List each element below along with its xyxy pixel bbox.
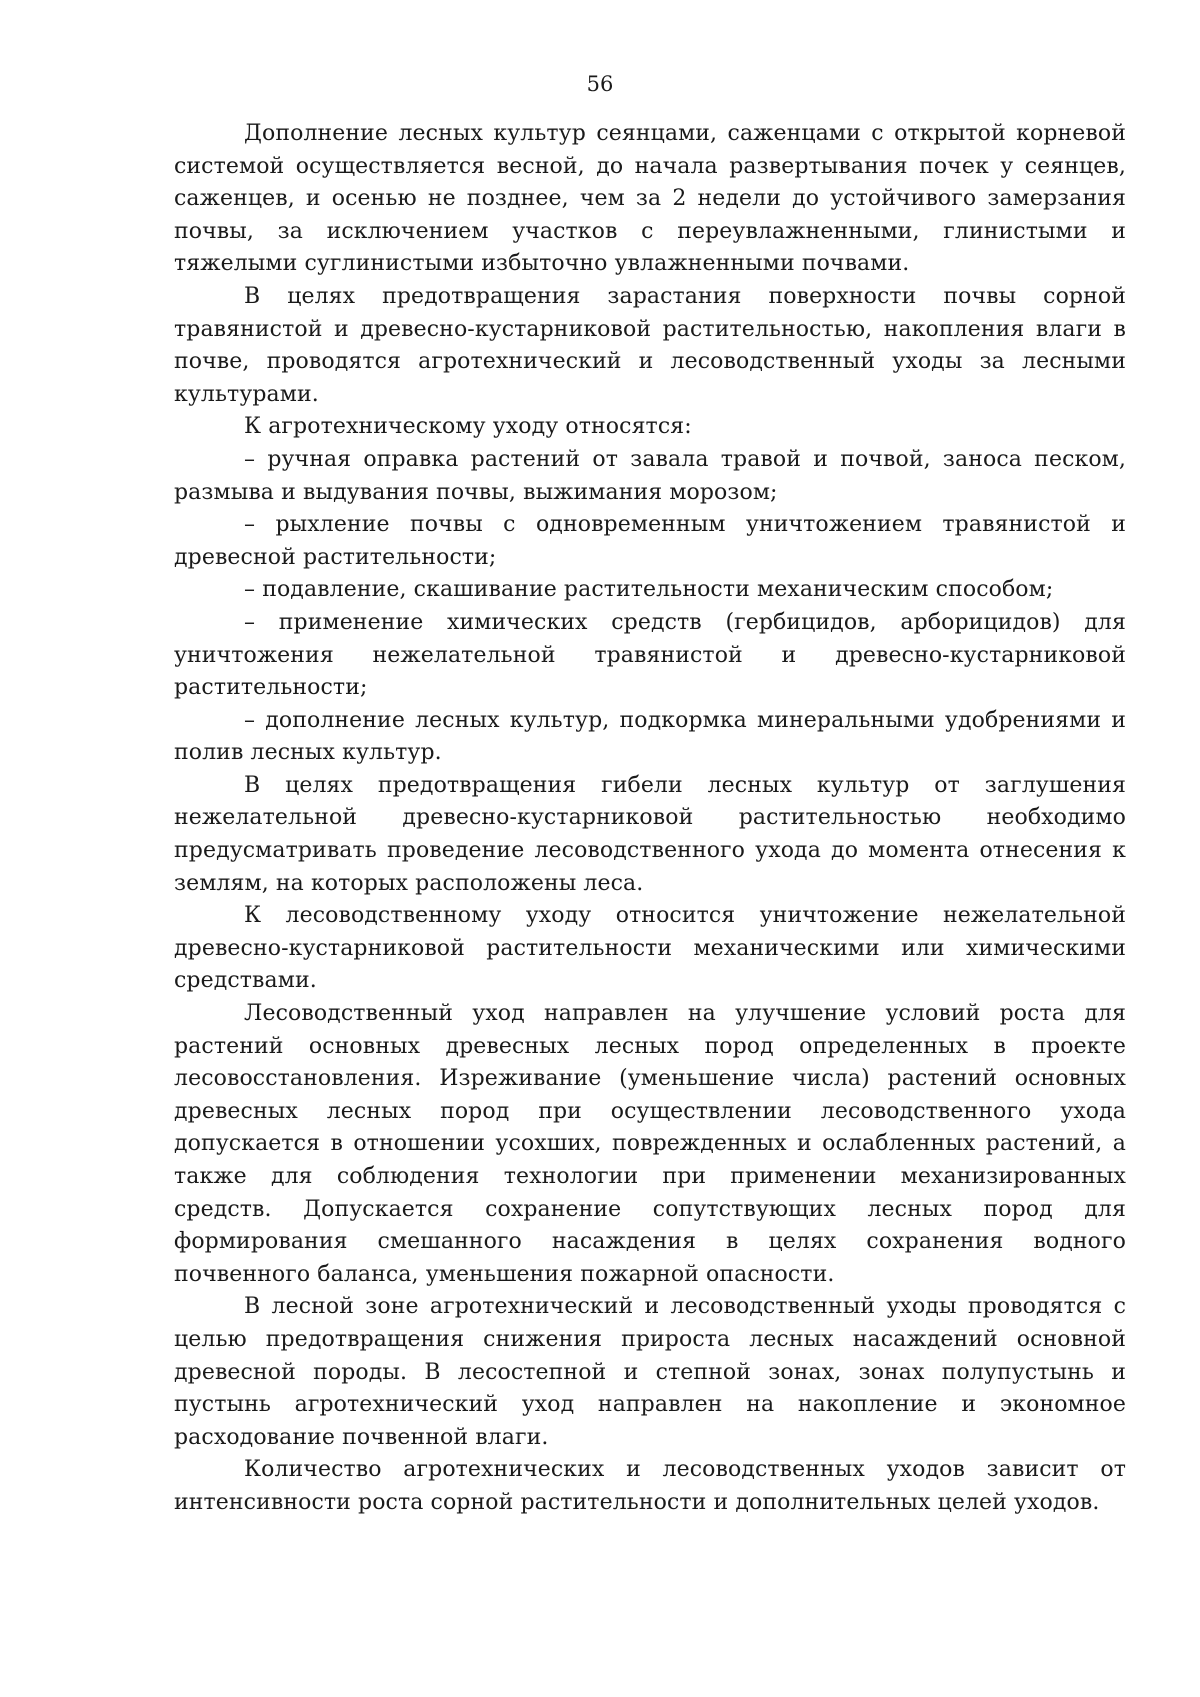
list-item-supplement-fertilize-water: – дополнение лесных культур, подкормка минеральными удобрениями и полив лесных культур. — [174, 707, 1126, 766]
paragraph-care-count: Количество агротехнических и лесоводственных уходов зависит от интенсивности роста сорной растительности и дополнительных целей уходов. — [174, 1457, 1126, 1515]
paragraph-silvicultural-purpose: Лесоводственный уход направлен на улучшение условий роста для растений основных древесных лесных пород определенных в проекте лесовосстановления. Изреживание (уменьшение числа) растений основных древесных лесных пород при осуществлении лесоводственного ухода допускается в отношении усохших, поврежденных и ослабленных растений, а также для соблюдения технологии при применении механизированных средств. Допускается сохранение сопутствующих лесных пород для формирования смешанного насаждения в целях сохранения водного почвенного баланса, уменьшения пожарной опасности. — [174, 1001, 1126, 1287]
paragraph-zones: В лесной зоне агротехнический и лесоводственный уходы проводятся с целью предотвращения снижения прироста лесных насаждений основной древесной породы. В лесостепной и степной зонах, зонах полупустынь и пустынь агротехнический уход направлен на накопление и экономное расходование почвенной влаги. — [174, 1294, 1126, 1450]
paragraph-agrotechnical-intro: К агротехническому уходу относятся: — [244, 414, 692, 440]
list-item-mechanical-mowing: – подавление, скашивание растительности механическим способом; — [244, 577, 1054, 603]
document-body — [174, 118, 1126, 1520]
paragraph-planting-supplement: Дополнение лесных культур сеянцами, саженцами с открытой корневой системой осуществляется весной, до начала развертывания почек у сеянцев, саженцев, и осенью не позднее, чем за 2 недели до устойчивого замерзания почвы, за исключением участков с переувлажненными, глинистыми и тяжелыми суглинистыми избыточно увлажненными почвами. — [174, 121, 1126, 277]
paragraph-silvicultural-definition: К лесоводственному уходу относится уничтожение нежелательной древесно-кустарниковой растительности механическими или химическими средствами. — [174, 903, 1126, 994]
page-number: 56 — [586, 72, 614, 96]
list-item-soil-loosening: – рыхление почвы с одновременным уничтожением травянистой и древесной растительности; — [174, 512, 1126, 570]
list-item-manual-straightening: – ручная оправка растений от завала травой и почвой, заноса песком, размыва и выдувания почвы, выжимания морозом; — [174, 446, 1126, 505]
paragraph-prevent-suppression: В целях предотвращения гибели лесных культур от заглушения нежелательной древесно-кустарниковой растительностью необходимо предусматривать проведение лесоводственного ухода до момента отнесения к землям, на которых расположены леса. — [174, 772, 1126, 896]
paragraph-care-purpose: В целях предотвращения зарастания поверхности почвы сорной травянистой и древесно-кустарниковой растительностью, накопления влаги в почве, проводятся агротехнический и лесоводственный уходы за лесными культурами. — [174, 283, 1126, 407]
list-item-chemical-means: – применение химических средств (гербицидов, арборицидов) для уничтожения нежелательной травянистой и древесно-кустарниковой растительности; — [174, 609, 1126, 701]
